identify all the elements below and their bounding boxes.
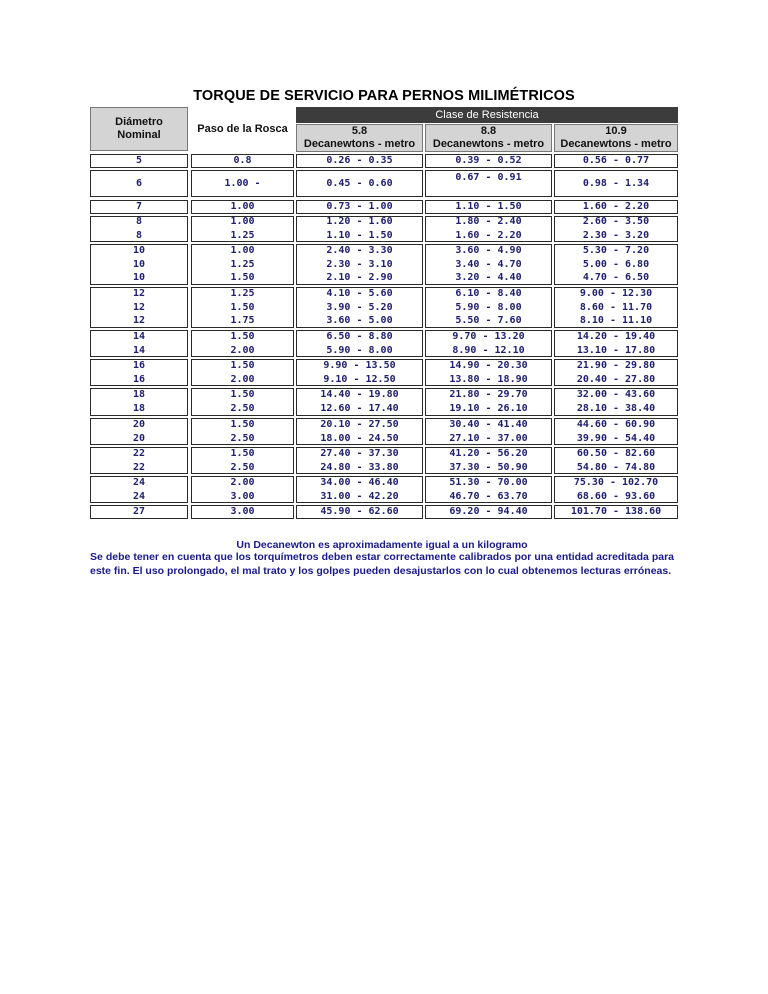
- table-cell-value: 20: [132, 432, 146, 444]
- table-cell-p: [191, 447, 294, 474]
- table-cell-d: [90, 330, 188, 357]
- table-cell-value: 5.00 - 6.80: [582, 258, 650, 270]
- table-cell-p: [191, 505, 294, 519]
- table-cell-d: [90, 170, 188, 197]
- table-cell-value: 34.00 - 46.40: [320, 476, 399, 488]
- header-diametro-line2: Nominal: [117, 129, 161, 141]
- table-cell-value: 39.90 - 54.40: [576, 432, 656, 444]
- table-cell-p: [191, 216, 294, 242]
- table-row-group: [90, 418, 678, 445]
- table-cell-c2: [425, 200, 552, 214]
- table-cell-c3: [554, 447, 678, 474]
- table-cell-value: 3.20 - 4.40: [455, 272, 522, 284]
- table-cell-p: [191, 359, 294, 386]
- table-cell-value: 1.80 - 2.40: [455, 216, 522, 228]
- table-cell-d: [90, 216, 188, 242]
- header-col1-grade: 5.8: [351, 125, 368, 137]
- table-cell-value: 45.90 - 62.60: [320, 506, 399, 518]
- table-cell-value: 24: [132, 490, 146, 502]
- table-cell-d: [90, 154, 188, 168]
- table-cell-p: [191, 170, 294, 197]
- table-cell-value: 1.60 - 2.20: [455, 230, 522, 241]
- table-cell-value: 9.70 - 13.20: [452, 330, 525, 342]
- table-cell-value: 1.10 - 1.50: [455, 201, 522, 213]
- table-cell-value: 60.50 - 82.60: [576, 447, 656, 459]
- table-cell-value: 7: [135, 201, 143, 213]
- table-row-group: [90, 447, 678, 474]
- table-cell-c1: [296, 476, 423, 503]
- table-cell-value: 3.60 - 5.00: [326, 315, 393, 327]
- table-cell-value: 8: [135, 230, 143, 241]
- table-cell-c2: [425, 244, 552, 285]
- table-cell-c3: [554, 200, 678, 214]
- table-cell-p: [191, 154, 294, 168]
- table-cell-value: 4.10 - 5.60: [326, 288, 393, 300]
- table-cell-value: 12.60 - 17.40: [320, 403, 399, 414]
- table-cell-value: 14.20 - 19.40: [576, 330, 656, 342]
- table-cell-value: 6: [135, 177, 143, 189]
- table-cell-value: 44.60 - 60.90: [576, 418, 656, 430]
- table-row-group: [90, 330, 678, 357]
- table-cell-value: 0.56 - 0.77: [582, 155, 650, 167]
- table-cell-value: 21.90 - 29.80: [576, 359, 656, 371]
- table-cell-c1: [296, 154, 423, 168]
- header-col1: [296, 124, 423, 152]
- header-diametro-line1: Diámetro: [115, 116, 163, 128]
- table-cell-value: 51.30 - 70.00: [449, 476, 528, 488]
- table-cell-value: 18.00 - 24.50: [320, 432, 399, 444]
- table-cell-value: 22: [132, 447, 146, 459]
- table-cell-p: [191, 287, 294, 328]
- table-cell-value: 2.30 - 3.20: [582, 230, 650, 241]
- table-cell-value: 0.73 - 1.00: [326, 201, 393, 213]
- table-cell-value: 14: [132, 344, 146, 356]
- table-cell-value: 1.50: [230, 389, 255, 401]
- table-cell-value: 1.20 - 1.60: [326, 216, 393, 228]
- table-cell-value: 6.50 - 8.80: [326, 330, 393, 342]
- table-cell-c2: [425, 476, 552, 503]
- table-cell-value: 1.25: [230, 230, 255, 241]
- table-cell-value: 18: [132, 403, 146, 414]
- page-title: TORQUE DE SERVICIO PARA PERNOS MILIMÉTRICOS: [193, 88, 575, 104]
- table-cell-value: 32.00 - 43.60: [576, 389, 656, 401]
- table-cell-value: 3.00: [230, 506, 255, 518]
- table-cell-value: 68.60 - 93.60: [576, 490, 656, 502]
- table-cell-value: 20: [132, 418, 146, 430]
- table-row-group: [90, 200, 678, 214]
- table-row-group: [90, 154, 678, 168]
- table-row-group: [90, 244, 678, 285]
- header-col2-unit: Decanewtons - metro: [432, 138, 545, 150]
- table-cell-value: 14: [132, 330, 146, 342]
- table-cell-c3: [554, 476, 678, 503]
- table-cell-value: 28.10 - 38.40: [576, 403, 656, 414]
- table-cell-value: 13.10 - 17.80: [576, 344, 656, 356]
- table-cell-value: 10: [132, 258, 146, 270]
- torque-table: [90, 107, 678, 521]
- table-cell-value: 1.50: [230, 272, 255, 284]
- table-cell-value: 75.30 - 102.70: [573, 476, 659, 488]
- header-clase-label: Clase de Resistencia: [435, 109, 539, 121]
- table-cell-value: 31.00 - 42.20: [320, 490, 399, 502]
- table-cell-value: 2.10 - 2.90: [326, 272, 393, 284]
- table-cell-value: 1.00 -: [224, 177, 261, 189]
- table-cell-c1: [296, 200, 423, 214]
- table-cell-value: 19.10 - 26.10: [449, 403, 528, 414]
- table-cell-value: 5.50 - 7.60: [455, 315, 522, 327]
- table-cell-value: 0.26 - 0.35: [326, 155, 393, 167]
- table-cell-value: 20.10 - 27.50: [320, 418, 399, 430]
- table-cell-value: 41.20 - 56.20: [449, 447, 528, 459]
- table-cell-p: [191, 200, 294, 214]
- table-cell-value: 5: [135, 155, 143, 167]
- table-cell-value: 12: [132, 288, 146, 300]
- table-cell-c1: [296, 330, 423, 357]
- table-cell-value: 5.90 - 8.00: [455, 301, 522, 313]
- table-cell-value: 1.50: [230, 330, 255, 342]
- table-cell-value: 16: [132, 373, 146, 385]
- table-cell-value: 27.40 - 37.30: [320, 447, 399, 459]
- table-cell-value: 2.00: [230, 373, 255, 385]
- header-col3: [554, 124, 678, 152]
- table-cell-d: [90, 359, 188, 386]
- table-cell-value: 13.80 - 18.90: [449, 373, 528, 385]
- table-cell-value: 1.50: [230, 447, 255, 459]
- table-cell-value: 1.00: [230, 245, 255, 257]
- table-cell-value: 5.30 - 7.20: [582, 245, 650, 257]
- header-col1-unit: Decanewtons - metro: [303, 138, 416, 150]
- header-diametro: [90, 107, 188, 151]
- table-cell-value: 6.10 - 8.40: [455, 288, 522, 300]
- table-cell-c3: [554, 216, 678, 242]
- table-cell-c3: [554, 244, 678, 285]
- table-cell-c1: [296, 287, 423, 328]
- table-cell-value: 46.70 - 63.70: [449, 490, 528, 502]
- table-cell-c1: [296, 447, 423, 474]
- table-cell-value: 22: [132, 461, 146, 473]
- table-cell-c1: [296, 170, 423, 197]
- table-cell-c3: [554, 287, 678, 328]
- table-cell-value: 2.00: [230, 476, 255, 488]
- table-cell-c2: [425, 287, 552, 328]
- table-row-group: [90, 505, 678, 519]
- table-cell-value: 1.00: [230, 216, 255, 228]
- table-cell-d: [90, 388, 188, 416]
- note-decanewton: Un Decanewton es aproximadamente igual a un kilogramo: [236, 539, 528, 551]
- table-cell-d: [90, 447, 188, 474]
- table-cell-value: 24.80 - 33.80: [320, 461, 399, 473]
- table-cell-value: 18: [132, 389, 146, 401]
- table-cell-c2: [425, 216, 552, 242]
- table-cell-d: [90, 200, 188, 214]
- table-cell-c2: [425, 170, 552, 197]
- table-cell-value: 27.10 - 37.00: [449, 432, 528, 444]
- table-cell-c1: [296, 244, 423, 285]
- table-cell-d: [90, 418, 188, 445]
- table-cell-c1: [296, 216, 423, 242]
- table-cell-value: 20.40 - 27.80: [576, 373, 656, 385]
- table-cell-value: 0.45 - 0.60: [326, 177, 393, 189]
- table-cell-value: 1.00: [230, 201, 255, 213]
- table-cell-c2: [425, 330, 552, 357]
- table-cell-value: 0.67 - 0.91: [455, 172, 522, 183]
- table-cell-c2: [425, 359, 552, 386]
- table-cell-value: 2.40 - 3.30: [326, 245, 393, 257]
- table-cell-c2: [425, 505, 552, 519]
- table-cell-c2: [425, 447, 552, 474]
- table-cell-value: 1.50: [230, 359, 255, 371]
- table-cell-d: [90, 287, 188, 328]
- table-row-group: [90, 388, 678, 416]
- table-cell-d: [90, 505, 188, 519]
- table-cell-value: 1.60 - 2.20: [582, 201, 650, 213]
- table-cell-c1: [296, 359, 423, 386]
- table-cell-c3: [554, 330, 678, 357]
- table-cell-value: 54.80 - 74.80: [576, 461, 656, 473]
- table-cell-value: 10: [132, 272, 146, 284]
- table-cell-value: 3.60 - 4.90: [455, 245, 522, 257]
- table-row-group: [90, 287, 678, 328]
- table-cell-c2: [425, 154, 552, 168]
- table-cell-value: 0.39 - 0.52: [455, 155, 522, 167]
- table-cell-p: [191, 418, 294, 445]
- note-calibration: Se debe tener en cuenta que los torquímetros deben estar correctamente calibrados por una entidad acreditada para este fin. El uso prolongado, el mal trato y los golpes pueden desajustarlos con lo cual obtenemos lecturas erróneas.: [90, 551, 674, 577]
- header-col2: [425, 124, 552, 152]
- table-cell-value: 37.30 - 50.90: [449, 461, 528, 473]
- table-cell-value: 4.70 - 6.50: [582, 272, 650, 284]
- table-cell-value: 8.90 - 12.10: [452, 344, 525, 356]
- table-cell-value: 1.50: [230, 418, 255, 430]
- table-cell-value: 8.60 - 11.70: [579, 301, 653, 313]
- table-cell-value: 2.50: [230, 432, 255, 444]
- table-cell-value: 3.40 - 4.70: [455, 258, 522, 270]
- table-cell-value: 101.70 - 138.60: [570, 506, 662, 518]
- table-cell-value: 3.90 - 5.20: [326, 301, 393, 313]
- table-cell-c3: [554, 418, 678, 445]
- table-cell-value: 1.25: [230, 288, 255, 300]
- table-cell-value: 12: [132, 315, 146, 327]
- table-cell-d: [90, 244, 188, 285]
- header-paso-label: Paso de la Rosca: [197, 122, 288, 135]
- table-cell-value: 69.20 - 94.40: [449, 506, 528, 518]
- table-cell-value: 21.80 - 29.70: [449, 389, 528, 401]
- header-col3-unit: Decanewtons - metro: [560, 138, 672, 150]
- table-cell-value: 2.60 - 3.50: [582, 216, 650, 228]
- table-cell-value: 16: [132, 359, 146, 371]
- table-cell-c3: [554, 359, 678, 386]
- table-cell-p: [191, 330, 294, 357]
- header-col2-grade: 8.8: [480, 125, 497, 137]
- table-cell-value: 0.8: [233, 155, 252, 167]
- table-cell-p: [191, 388, 294, 416]
- table-cell-value: 0.98 - 1.34: [582, 177, 650, 189]
- table-cell-value: 2.50: [230, 461, 255, 473]
- table-cell-value: 1.25: [230, 258, 255, 270]
- table-cell-value: 8: [135, 216, 143, 228]
- table-cell-value: 9.00 - 12.30: [579, 288, 653, 300]
- table-cell-value: 10: [132, 245, 146, 257]
- table-cell-value: 2.30 - 3.10: [326, 258, 393, 270]
- header-clase: [296, 107, 678, 123]
- table-cell-value: 8.10 - 11.10: [579, 315, 653, 327]
- header-paso: [191, 107, 294, 151]
- table-cell-c1: [296, 418, 423, 445]
- table-row-group: [90, 216, 678, 242]
- table-cell-value: 12: [132, 301, 146, 313]
- table-cell-c3: [554, 388, 678, 416]
- table-cell-value: 27: [132, 506, 146, 518]
- table-row-group: [90, 476, 678, 503]
- table-cell-c3: [554, 154, 678, 168]
- table-cell-value: 1.10 - 1.50: [326, 230, 393, 241]
- table-cell-value: 5.90 - 8.00: [326, 344, 393, 356]
- header-col3-grade: 10.9: [605, 125, 627, 137]
- table-row-group: [90, 359, 678, 386]
- table-cell-value: 1.75: [230, 315, 255, 327]
- table-cell-value: 1.50: [230, 301, 255, 313]
- table-cell-c1: [296, 505, 423, 519]
- table-cell-value: 24: [132, 476, 146, 488]
- table-cell-value: 9.90 - 13.50: [323, 359, 396, 371]
- table-row-group: [90, 170, 678, 197]
- table-cell-c3: [554, 170, 678, 197]
- table-cell-value: 14.40 - 19.80: [320, 389, 399, 401]
- table-cell-value: 9.10 - 12.50: [323, 373, 396, 385]
- table-cell-c1: [296, 388, 423, 416]
- table-cell-value: 2.50: [230, 403, 255, 414]
- table-cell-p: [191, 244, 294, 285]
- table-cell-c3: [554, 505, 678, 519]
- table-cell-d: [90, 476, 188, 503]
- table-cell-value: 30.40 - 41.40: [449, 418, 528, 430]
- table-cell-c2: [425, 418, 552, 445]
- table-cell-value: 14.90 - 20.30: [449, 359, 528, 371]
- table-cell-p: [191, 476, 294, 503]
- table-cell-value: 3.00: [230, 490, 255, 502]
- table-cell-c2: [425, 388, 552, 416]
- table-cell-value: 2.00: [230, 344, 255, 356]
